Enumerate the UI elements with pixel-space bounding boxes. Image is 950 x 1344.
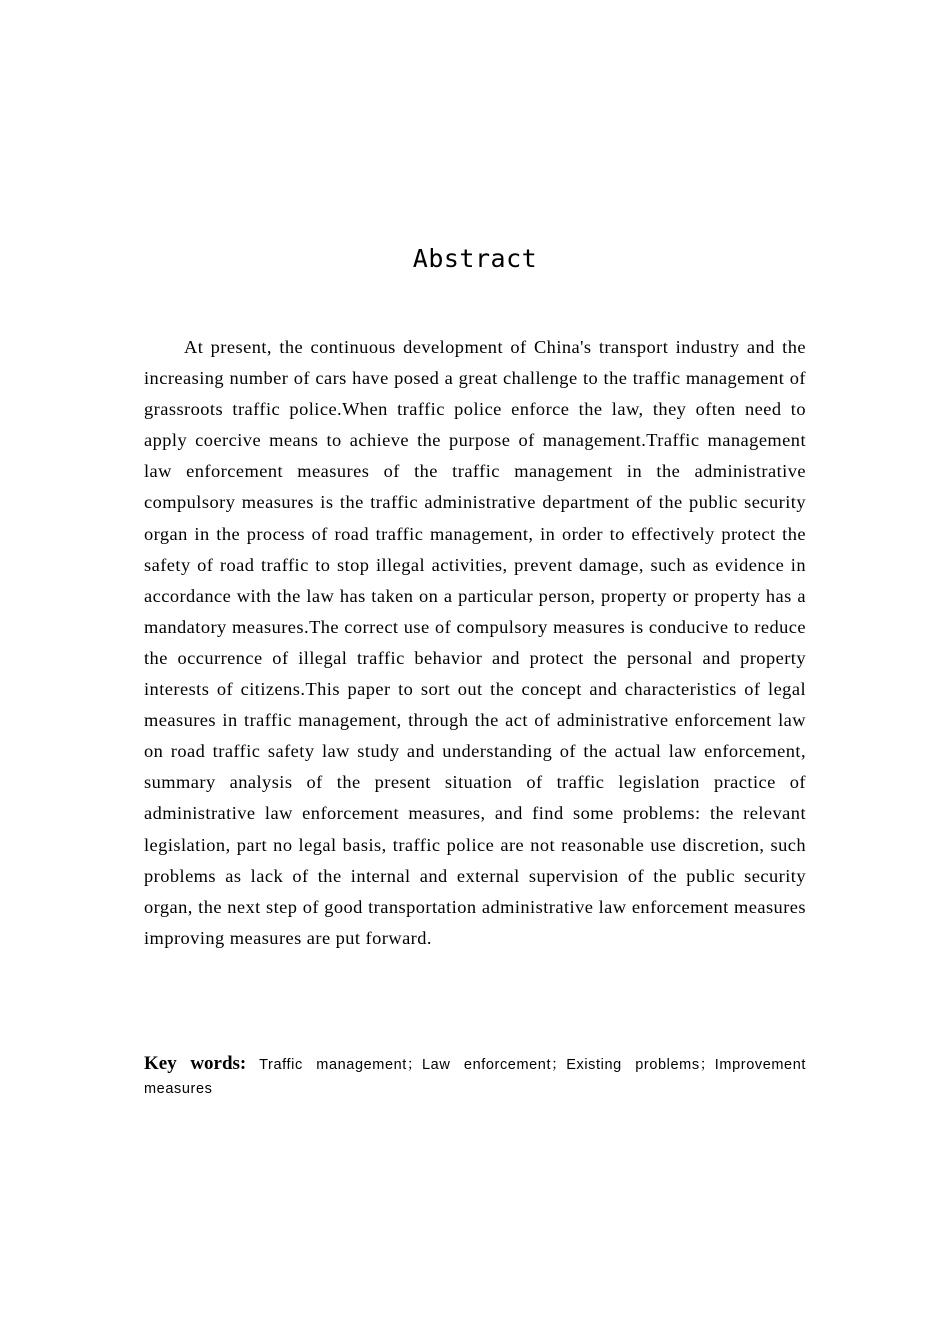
keywords-text: Traffic management；Law enforcement；Existing problems；Improvement measures [144, 1057, 807, 1097]
abstract-body: At present, the continuous development of China's transport industry and the increasing number of cars have posed a great challenge to the traffic management of grassroots traffic police.When traffic police enforce the law, they often need to apply coercive means to achieve the purpose of management.Traffic management law enforcement measures of the traffic management in the administrative compulsory measures is the traffic administrative department of the public security organ in the process of road traffic management, in order to effectively protect the safety of road traffic to stop illegal activities, prevent damage, such as evidence in accordance with the law has taken on a particular person, property or property has a mandatory measures.The correct use of compulsory measures is conducive to reduce the occurrence of illegal traffic behavior and protect the personal and property interests of citizens.This paper to sort out the concept and characteristics of legal measures in traffic management, through the act of administrative enforcement law on road traffic safety law study and understanding of the actual law enforcement, summary analysis of the present situation of traffic legislation practice of administrative law enforcement measures, and find some problems: the relevant legislation, part no legal basis, traffic police are not reasonable use discretion, such problems as lack of the internal and external supervision of the public security organ, the next step of good transportation administrative law enforcement measures improving measures are put forward. [144, 337, 806, 948]
keywords-label: Key words: [144, 1053, 247, 1074]
abstract-title: Abstract [412, 244, 538, 273]
keywords-line [144, 1052, 806, 1101]
